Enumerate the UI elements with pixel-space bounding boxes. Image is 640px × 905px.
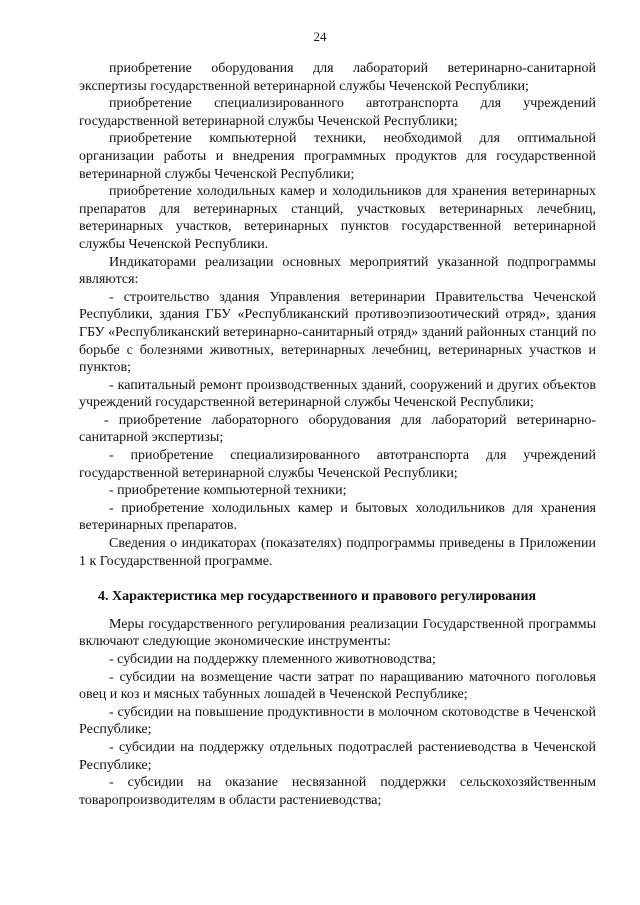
document-body — [79, 60, 596, 809]
list-item: - субсидии на возмещение части затрат по наращиванию маточного поголовья овец и коз и мясных табунных лошадей в Чеченской Республике; — [79, 669, 596, 703]
list-item: - субсидии на оказание несвязанной поддержки сельскохозяйственным товаропроизводителям в области растениеводства; — [79, 775, 596, 808]
list-item: - приобретение холодильных камер и бытовых холодильников для хранения ветеринарных препаратов. — [79, 500, 596, 534]
list-item: - приобретение специализированного автотранспорта для учреждений государственной ветеринарной службы Чеченской Республики; — [79, 448, 596, 481]
list-item: - субсидии на поддержку племенного животноводства; — [109, 652, 436, 667]
paragraph: приобретение холодильных камер и холодильников для хранения ветеринарных препаратов для ветеринарных станций, участковых ветеринарных лечебниц, ветеринарных участков, ветеринарных пунктов государственной ветеринарной службы Чеченской Республики. — [79, 184, 596, 252]
list-item: - субсидии на поддержку отдельных подотраслей растениеводства в Чеченской Республике; — [79, 739, 596, 773]
list-item: - строительство здания Управления ветеринарии Правительства Чеченской Республики, здания ГБУ «Республиканский противоэпизоотический отряд», здания ГБУ «Республиканский ветеринарно-санитарный отряд» зданий районных станций по борьбе с болезнями животных, ветеринарных лечебниц, ветеринарных участков и пунктов; — [79, 289, 596, 376]
list-item: - капитальный ремонт производственных зданий, сооружений и других объектов учреждений государственной ветеринарной службы Чеченской Республики; — [79, 377, 596, 411]
page-number: 24 — [313, 29, 327, 44]
section-heading: 4. Характеристика мер государственного и правового регулирования — [98, 589, 537, 605]
paragraph: приобретение специализированного автотранспорта для учреждений государственной ветеринарной службы Чеченской Республики; — [79, 96, 596, 129]
list-item: - приобретение лабораторного оборудования для лабораторий ветеринарно-санитарной экспертизы; — [79, 412, 596, 446]
list-item: - субсидии на повышение продуктивности в молочном скотоводстве в Чеченской Республике; — [79, 704, 596, 738]
paragraph: Индикаторами реализации основных мероприятий указанной подпрограммы являются: — [79, 254, 596, 288]
paragraph: приобретение компьютерной техники, необходимой для оптимальной организации работы и внедрения программных продуктов для государственной ветеринарной службы Чеченской Республики; — [79, 131, 596, 182]
paragraph: приобретение оборудования для лабораторий ветеринарно-санитарной экспертизы государственной ветеринарной службы Чеченской Республики; — [79, 61, 596, 94]
paragraph: Меры государственного регулирования реализации Государственной программы включают следующие экономические инструменты: — [79, 616, 596, 650]
paragraph: Сведения о индикаторах (показателях) подпрограммы приведены в Приложении 1 к Государственной программе. — [79, 536, 596, 569]
list-item: - приобретение компьютерной техники; — [109, 483, 347, 499]
